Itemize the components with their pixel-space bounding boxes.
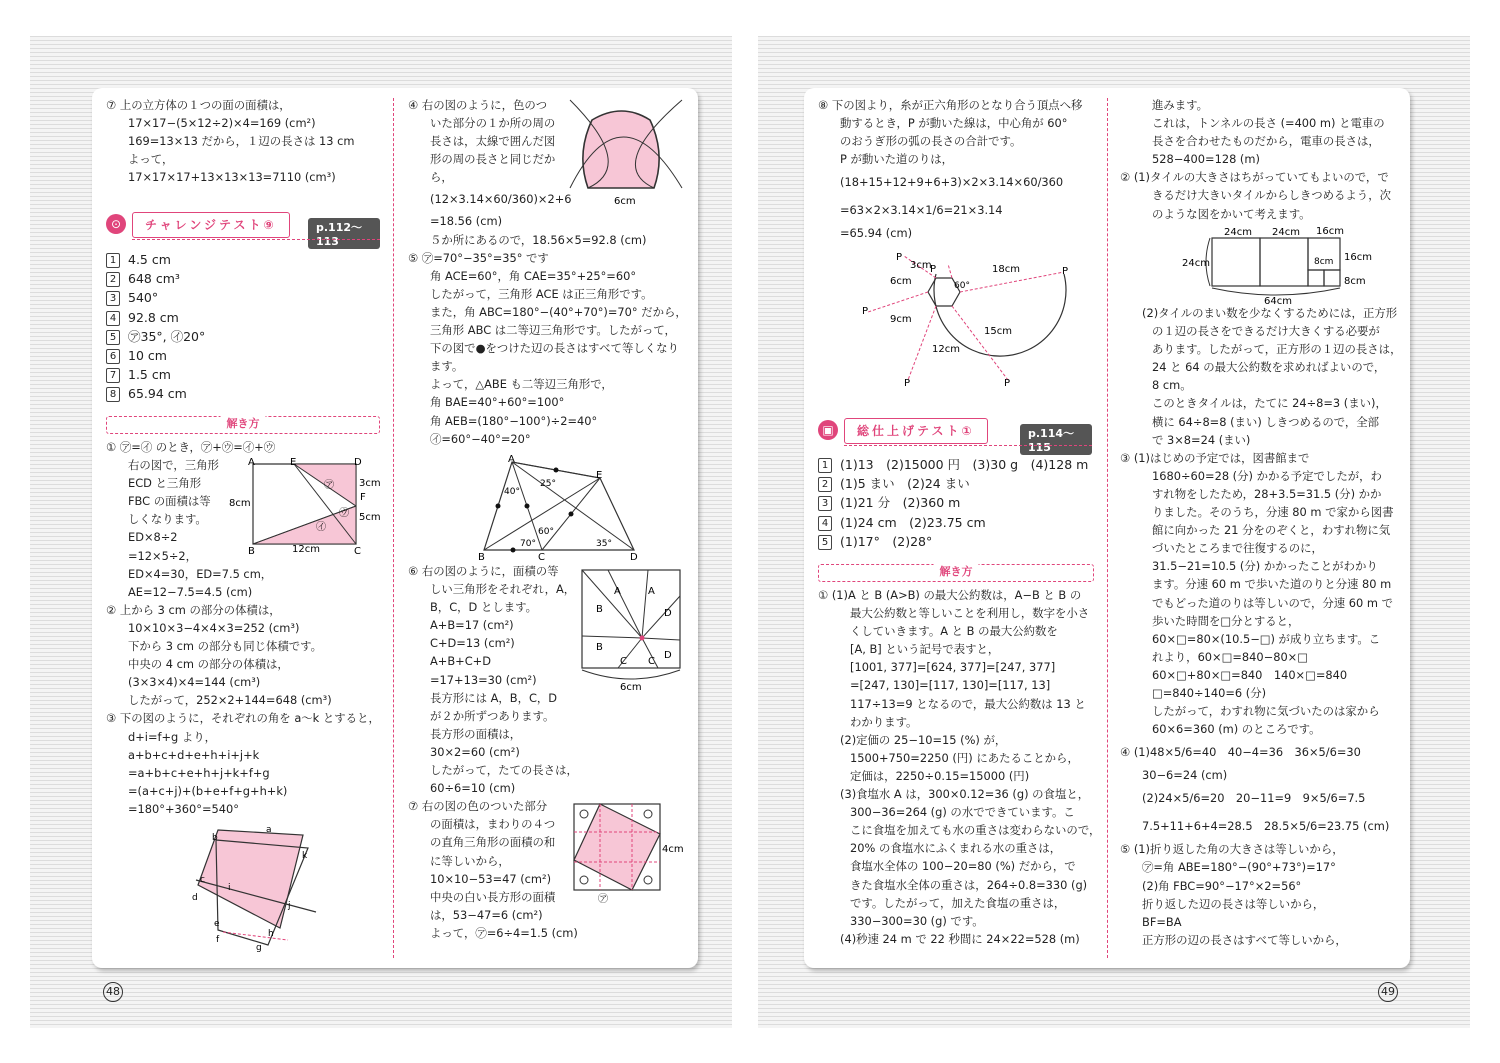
text-line: あります。したがって，正方形の１辺の長さは， bbox=[1152, 342, 1402, 357]
fig-label: j bbox=[288, 901, 291, 911]
fig-label: P bbox=[1062, 266, 1069, 277]
text-line: 正方形の辺の長さはすべて等しいから， bbox=[1142, 932, 1347, 947]
figure-square-triangles bbox=[578, 566, 688, 696]
text-line: d+i=f+g より， bbox=[128, 729, 217, 744]
answer-row: 3 540° bbox=[106, 288, 386, 307]
fig-label: c bbox=[200, 875, 205, 885]
figure-angles bbox=[188, 820, 328, 952]
text-line: 17×17×17+13×13×13=7110 (cm³) bbox=[128, 170, 336, 185]
text-line: づいたところまで往復するのに， bbox=[1152, 541, 1323, 556]
fig-label: 6cm bbox=[614, 196, 636, 207]
text-line: 食塩水全体の 100−20=80 (%) だから，で bbox=[850, 859, 1076, 874]
section-title: 総仕上げテスト① bbox=[844, 418, 988, 444]
text-line: 右の図で，三角形 bbox=[128, 458, 219, 473]
answer-row: 3 (1)21 分 (2)360 m bbox=[818, 493, 1104, 512]
text-line: 24 と 64 の最大公約数を求めればよいので， bbox=[1152, 360, 1386, 375]
column-divider bbox=[393, 98, 394, 958]
answer-row: 1 4.5 cm bbox=[106, 250, 386, 269]
fig-label: 64cm bbox=[1264, 296, 1292, 306]
fig-label: 12cm bbox=[932, 344, 960, 355]
text-line: 169=13×13 だから，１辺の長さは 13 cm bbox=[128, 134, 355, 149]
text-line: 10×10−53=47 (cm²) bbox=[430, 871, 552, 886]
answer-row: 4 92.8 cm bbox=[106, 308, 386, 327]
text-line: 横に 64÷8=8 (まい) しきつめるので，全部 bbox=[1152, 414, 1380, 429]
text-line: (2)定価の 25−10=15 (%) が， bbox=[840, 732, 1007, 747]
fig-label: E bbox=[290, 457, 297, 468]
text-line: 1500+750=2250 (円) にあたることから， bbox=[850, 750, 1079, 765]
text-line: 動するとき，P が動いた線は，中心角が 60° bbox=[840, 116, 1068, 131]
page-range: p.114〜115 bbox=[1020, 424, 1092, 455]
text-line: れより，60×□=840−80×□ bbox=[1152, 649, 1308, 664]
text-line: ED×4=30，ED=7.5 cm， bbox=[128, 566, 273, 581]
text-line: に等しいから， bbox=[430, 853, 510, 868]
column-divider bbox=[1107, 98, 1108, 958]
text-line: したがって，わすれ物に気づいたのは家から bbox=[1152, 704, 1380, 719]
text-line: [1001, 377]=[624, 377]=[247, 377] bbox=[850, 660, 1056, 675]
fig-label: 40° bbox=[504, 487, 520, 497]
fig-label: 8cm bbox=[1314, 257, 1334, 267]
text-line: =12×5÷2， bbox=[128, 548, 198, 563]
text-line: A+B+C+D bbox=[430, 654, 491, 669]
checkered-flag-icon: ▣ bbox=[818, 420, 838, 440]
text-line: ③ 下の図のように，それぞれの角を a〜k とすると， bbox=[106, 711, 380, 726]
text-line: 330−300=30 (g) です。 bbox=[850, 913, 984, 928]
text-line: 三角形 ABC は二等辺三角形です。したがって， bbox=[430, 323, 676, 338]
text-line: ③ (1)はじめの予定では，図書館まで bbox=[1120, 450, 1310, 465]
text-line: =65.94 (cm) bbox=[840, 226, 913, 241]
fig-label: b bbox=[212, 833, 218, 843]
text-line: は，53−47=6 (cm²) bbox=[430, 907, 543, 922]
text-line: 角 ACE=60°，角 CAE=35°+25°=60° bbox=[430, 268, 637, 283]
text-line: こに食塩を加えても水の重さは変わらないので， bbox=[850, 823, 1101, 838]
fig-label: D bbox=[354, 457, 362, 468]
text-line: 歩いた時間を□分とすると， bbox=[1152, 613, 1300, 628]
text-line: 下から 3 cm の部分も同じ体積です。 bbox=[128, 639, 323, 654]
text-line: これは，トンネルの長さ (=400 m) と電車の bbox=[1152, 116, 1385, 131]
text-line: ① ㋐=㋑ のとき，㋐+㋒=㋑+㋒ bbox=[106, 440, 276, 454]
text-line: 角 BAE=40°+60°=100° bbox=[430, 395, 565, 410]
text-line: 60÷6=10 (cm) bbox=[430, 781, 516, 796]
text-line: いた部分の１か所の周の bbox=[430, 116, 556, 131]
fig-label: 5cm bbox=[359, 512, 381, 523]
fig-label: 18cm bbox=[992, 264, 1020, 275]
answer-row: 7 1.5 cm bbox=[106, 365, 386, 384]
text-line: ㋐=角 ABE=180°−(90°+73°)=17° bbox=[1142, 860, 1336, 875]
fig-label: 25° bbox=[540, 479, 556, 489]
fig-label: C bbox=[538, 552, 545, 562]
answer-row: 8 65.94 cm bbox=[106, 384, 386, 403]
fig-label: 15cm bbox=[984, 326, 1012, 337]
fig-label: P bbox=[904, 378, 911, 389]
fig-label: 8cm bbox=[229, 498, 251, 509]
text-line: =a+b+c+e+h+j+k+f+g bbox=[128, 765, 270, 780]
fig-label: f bbox=[216, 935, 220, 945]
text-line: B，C，D とします。 bbox=[430, 600, 537, 615]
text-line: =17+13=30 (cm²) bbox=[430, 672, 537, 687]
text-line: 30×2=60 (cm²) bbox=[430, 744, 520, 759]
text-line: りました。そのうち，分速 80 m で家から図書 bbox=[1152, 505, 1394, 520]
text-line: したがって，たての長さは， bbox=[430, 763, 578, 778]
fig-label: i bbox=[228, 883, 231, 893]
section-underline bbox=[132, 239, 380, 240]
text-line: [A, B] という記号で表すと， bbox=[850, 642, 1000, 657]
text-line: (4)秒速 24 m で 22 秒間に 24×22=528 (m) bbox=[840, 931, 1080, 946]
fig-label: 6cm bbox=[620, 682, 642, 693]
text-line: きるだけ大きいタイルからしきつめるよう，次 bbox=[1152, 188, 1391, 203]
fig-label: C bbox=[354, 546, 361, 556]
hint-label: 解き方 bbox=[934, 563, 979, 579]
fig-label: 4cm bbox=[662, 844, 684, 855]
text-line: の１辺の長さをできるだけ大きくする必要が bbox=[1152, 324, 1380, 339]
fig-label: P bbox=[930, 264, 937, 275]
right-col1-top bbox=[818, 96, 1102, 242]
answer-row: 4 (1)24 cm (2)23.75 cm bbox=[818, 513, 1104, 532]
text-line: が２か所ずつあります。 bbox=[430, 708, 555, 723]
answer-row: 2 648 cm³ bbox=[106, 269, 386, 288]
answer-row: 5 (1)17° (2)28° bbox=[818, 532, 1104, 551]
challenge-answers bbox=[106, 250, 386, 404]
text-line: 8 cm。 bbox=[1152, 378, 1192, 393]
text-line: 下の図で●をつけた辺の長さはすべて等しくなり bbox=[430, 341, 679, 356]
text-line: 17×17−(5×12÷2)×4=169 (cm²) bbox=[128, 116, 316, 131]
fig-label: 24cm bbox=[1272, 227, 1300, 238]
fig-label: d bbox=[192, 893, 198, 903]
text-line: しくなります。 bbox=[128, 512, 207, 527]
text-line: FBC の面積は等 bbox=[128, 494, 211, 509]
fig-label: e bbox=[214, 919, 220, 929]
text-line: (2)24×5/6=20 20−11=9 9×5/6=7.5 bbox=[1142, 791, 1366, 806]
text-line: ら， bbox=[430, 170, 453, 185]
fig-label: B bbox=[596, 604, 603, 615]
text-line: ECD と三角形 bbox=[128, 476, 202, 491]
text-line: 形の周の長さと同じだか bbox=[430, 152, 556, 167]
fig-label: D bbox=[664, 608, 672, 619]
figure-rectangle-1 bbox=[226, 456, 386, 556]
text-line: きた食塩水全体の重さは，264÷0.8=330 (g) bbox=[850, 877, 1088, 892]
figure-rotated-square bbox=[570, 800, 688, 904]
text-line: 長方形には A，B，C，D bbox=[430, 690, 558, 705]
text-line: 最大公約数と等しいことを利用し，数字を小さ bbox=[850, 606, 1090, 621]
text-line: でもどった道のりは等しいので，分速 60 m で bbox=[1152, 595, 1394, 610]
text-line: このときタイルは，たてに 24÷8=3 (まい)， bbox=[1152, 396, 1387, 411]
text-line: よって， bbox=[128, 152, 174, 167]
text-line: a+b+c+d+e+h+i+j+k bbox=[128, 747, 260, 762]
fig-label: 16cm bbox=[1316, 226, 1344, 237]
left-col1-top bbox=[106, 96, 386, 186]
hint-label: 解き方 bbox=[221, 415, 266, 431]
text-line: 館に向かった 21 分をのぞくと，わすれ物に気 bbox=[1152, 523, 1391, 538]
fig-label: P bbox=[862, 306, 869, 317]
text-line: (2)角 FBC=90°−17°×2=56° bbox=[1142, 878, 1302, 893]
text-line: ④ 右の図のように，色のつ bbox=[408, 98, 548, 112]
fig-label: A bbox=[614, 586, 621, 597]
page-range: p.112〜113 bbox=[308, 218, 380, 249]
text-line: 30−6=24 (cm) bbox=[1142, 768, 1228, 783]
text-line: ④ (1)48×5/6=40 40−4=36 36×5/6=30 bbox=[1120, 745, 1361, 760]
fig-label: C bbox=[648, 656, 655, 667]
answer-row: 2 (1)5 まい (2)24 まい bbox=[818, 474, 1104, 493]
fig-label: k bbox=[302, 851, 308, 861]
text-line: ② 上から 3 cm の部分の体積は， bbox=[106, 602, 281, 617]
fig-label: 8cm bbox=[1344, 276, 1366, 287]
fig-label: 9cm bbox=[890, 314, 912, 325]
text-line: ⑧ 下の図より，糸が正六角形のとなり合う頂点へ移 bbox=[818, 98, 1083, 112]
text-line: =[247, 130]=[117, 130]=[117, 13] bbox=[850, 678, 1051, 693]
text-line: すれ物をしたため，28+3.5=31.5 (分) かか bbox=[1152, 486, 1382, 501]
hint-box-left bbox=[106, 416, 380, 434]
text-line: 7.5+11+6+4=28.5 28.5×5/6=23.75 (cm) bbox=[1142, 819, 1390, 834]
text-line: ① (1)A と B (A>B) の最大公約数は，A−B と B の bbox=[818, 588, 1082, 602]
fig-label: h bbox=[268, 929, 274, 939]
fig-label: A bbox=[648, 586, 655, 597]
text-line: (18+15+12+9+6+3)×2×3.14×60/360 bbox=[840, 175, 1064, 190]
text-line: (12×3.14×60/360)×2+6 bbox=[430, 192, 572, 207]
text-line: P が動いた道のりは， bbox=[840, 152, 954, 167]
text-line: 60×□=80×(10.5−□) が成り立ちます。こ bbox=[1152, 631, 1381, 646]
fig-label: D bbox=[664, 650, 672, 661]
fig-label: F bbox=[360, 492, 366, 503]
text-line: 300−36=264 (g) の水でできています。こ bbox=[850, 805, 1075, 820]
text-line: 長さは，太線で囲んだ図 bbox=[430, 134, 556, 149]
fig-label: a bbox=[266, 825, 272, 835]
text-line: 31.5−21=10.5 (分) かかったことがわかり bbox=[1152, 559, 1378, 574]
page-number-left: 48 bbox=[103, 982, 123, 1002]
text-line: =18.56 (cm) bbox=[430, 214, 503, 229]
text-line: 60×6=360 (m) のところです。 bbox=[1152, 722, 1321, 737]
final-test-header bbox=[818, 418, 1092, 454]
fig-label: B bbox=[478, 552, 485, 562]
text-line: ます。 bbox=[430, 359, 464, 374]
text-line: 中央の白い長方形の面積 bbox=[430, 889, 556, 904]
figure-tiles bbox=[1180, 222, 1376, 306]
text-line: 10×10×3−4×4×3=252 (cm³) bbox=[128, 620, 300, 635]
text-line: 20% の食塩水にふくまれる水の重さは， bbox=[850, 841, 1062, 856]
fig-label: ㋒ bbox=[339, 508, 349, 519]
text-line: (3×3×4)×4=144 (cm³) bbox=[128, 675, 261, 690]
text-line: 定価は，2250÷0.15=15000 (円) bbox=[850, 768, 1030, 783]
text-line: したがって，252×2+144=648 (cm³) bbox=[128, 693, 332, 708]
text-line: AE=12−7.5=4.5 (cm) bbox=[128, 584, 253, 599]
fig-label: ㋑ bbox=[316, 522, 326, 533]
fig-label: D bbox=[630, 552, 638, 562]
section-title: チャレンジテスト⑨ bbox=[132, 212, 290, 238]
text-line: ② (1)タイルの大きさはちがっていてもよいので，で bbox=[1120, 170, 1389, 185]
text-line: ⑤ ㋐=70°−35°=35° です bbox=[408, 250, 549, 265]
fig-label: 12cm bbox=[292, 544, 320, 555]
fig-label: P bbox=[1004, 378, 1011, 389]
answer-row: 1 (1)13 (2)15000 円 (3)30 g (4)128 m bbox=[818, 455, 1104, 474]
text-line: 長さを合わせたものだから，電車の長さは， bbox=[1152, 134, 1380, 149]
text-line: (2)タイルのまい数を少なくするためには，正方形 bbox=[1142, 306, 1398, 320]
section-underline bbox=[844, 445, 1092, 446]
fig-label: 60° bbox=[538, 527, 554, 537]
fig-label: ㋐ bbox=[324, 480, 334, 491]
text-line: したがって，三角形 ACE は正三角形です。 bbox=[430, 286, 653, 301]
figure-hexagon-spiral bbox=[860, 250, 1080, 390]
text-line: 117÷13=9 となるので，最大公約数は 13 と bbox=[850, 696, 1086, 711]
target-icon: ⊙ bbox=[106, 214, 126, 234]
text-line: ⑥ 右の図のように，面積の等 bbox=[408, 564, 559, 578]
text-line: ます。分速 60 m で歩いた道のりと分速 80 m bbox=[1152, 577, 1392, 592]
text-line: 折り返した辺の長さは等しいから， bbox=[1142, 896, 1325, 911]
text-line: C+D=13 (cm²) bbox=[430, 636, 515, 651]
fig-label: A bbox=[508, 454, 515, 465]
text-line: (3)食塩水 A は，300×0.12=36 (g) の食塩と， bbox=[840, 787, 1090, 802]
right-col2-bottom bbox=[1120, 304, 1406, 949]
hint-box-right bbox=[818, 564, 1094, 582]
answer-row: 5 ㋐35°, ㋑20° bbox=[106, 327, 386, 346]
text-line: =180°+360°=540° bbox=[128, 801, 239, 816]
text-line: の面積は，まわりの４つ bbox=[430, 817, 556, 832]
challenge-test-header bbox=[106, 212, 380, 248]
text-line: の直角三角形の面積の和 bbox=[430, 835, 556, 850]
fig-label: A bbox=[248, 457, 255, 468]
text-line: のような図をかいて考えます。 bbox=[1152, 206, 1311, 221]
fig-label: 3cm bbox=[359, 478, 381, 489]
fig-label: 70° bbox=[520, 539, 536, 549]
text-line: =(a+c+j)+(b+e+f+g+h+k) bbox=[128, 783, 288, 798]
fig-label: E bbox=[596, 470, 603, 481]
answer-row: 6 10 cm bbox=[106, 346, 386, 365]
text-line: ED×8÷2 bbox=[128, 530, 178, 545]
figure-arcs bbox=[566, 96, 686, 208]
text-line: しい三角形をそれぞれ，A， bbox=[430, 582, 576, 597]
right-col1-solution bbox=[818, 586, 1104, 948]
text-line: ５か所にあるので，18.56×5=92.8 (cm) bbox=[430, 232, 647, 247]
text-line: 528−400=128 (m) bbox=[1152, 152, 1260, 167]
text-line: A+B=17 (cm²) bbox=[430, 618, 514, 633]
fig-label: P bbox=[896, 252, 903, 263]
fig-label: 35° bbox=[596, 539, 612, 549]
text-line: で 3×8=24 (まい) bbox=[1152, 432, 1251, 447]
text-line: よって，△ABE も二等辺三角形で， bbox=[430, 377, 613, 392]
text-line: 60×□+80×□=840 140×□=840 bbox=[1152, 667, 1348, 682]
page-number-right: 49 bbox=[1378, 982, 1398, 1002]
fig-label: 16cm bbox=[1344, 252, 1372, 263]
fig-label: 3cm bbox=[910, 260, 932, 271]
fig-label: 24cm bbox=[1182, 258, 1210, 269]
text-line: 1680÷60=28 (分) かかる予定でしたが，わ bbox=[1152, 468, 1382, 483]
figure-triangles bbox=[474, 452, 640, 562]
fig-label: C bbox=[620, 656, 627, 667]
fig-label: 6cm bbox=[890, 276, 912, 287]
right-col2-top bbox=[1120, 96, 1406, 223]
text-line: よって，㋐=6÷4=1.5 (cm) bbox=[430, 925, 578, 940]
text-line: ⑦ 右の図の色のついた部分 bbox=[408, 799, 548, 814]
text-line: =63×2×3.14×1/6=21×3.14 bbox=[840, 203, 1003, 218]
text-line: 長方形の面積は， bbox=[430, 726, 522, 741]
text-line: BF=BA bbox=[1142, 914, 1182, 929]
fig-label: B bbox=[248, 546, 255, 556]
text-line: また，角 ABC=180°−(40°+70°)=70° だから， bbox=[430, 304, 687, 319]
fig-label: 60° bbox=[954, 281, 970, 291]
text-line: 中央の 4 cm の部分の体積は， bbox=[128, 657, 289, 672]
final-answers bbox=[818, 455, 1104, 551]
fig-label: B bbox=[596, 642, 603, 653]
text-line: です。したがって，加えた食塩の重さは， bbox=[850, 895, 1066, 910]
text-line: のおうぎ形の弧の長さの合計です。 bbox=[840, 134, 1022, 149]
fig-label: ㋐ bbox=[598, 894, 608, 904]
text-line: □=840÷140=6 (分) bbox=[1152, 685, 1267, 700]
text-line: 角 AEB=(180°−100°)÷2=40° bbox=[430, 413, 598, 428]
text-line: ㋑=60°−40°=20° bbox=[430, 431, 531, 446]
fig-label: g bbox=[256, 943, 262, 952]
fig-label: 24cm bbox=[1224, 227, 1252, 238]
text-line: ⑦ 上の立方体の１つの面の面積は， bbox=[106, 98, 291, 112]
text-line: ⑤ (1)折り返した角の大きさは等しいから， bbox=[1120, 842, 1344, 857]
text-line: 進みます。 bbox=[1152, 98, 1209, 112]
text-line: わかります。 bbox=[850, 714, 918, 729]
text-line: くしていきます。A と B の最大公約数を bbox=[850, 624, 1058, 639]
